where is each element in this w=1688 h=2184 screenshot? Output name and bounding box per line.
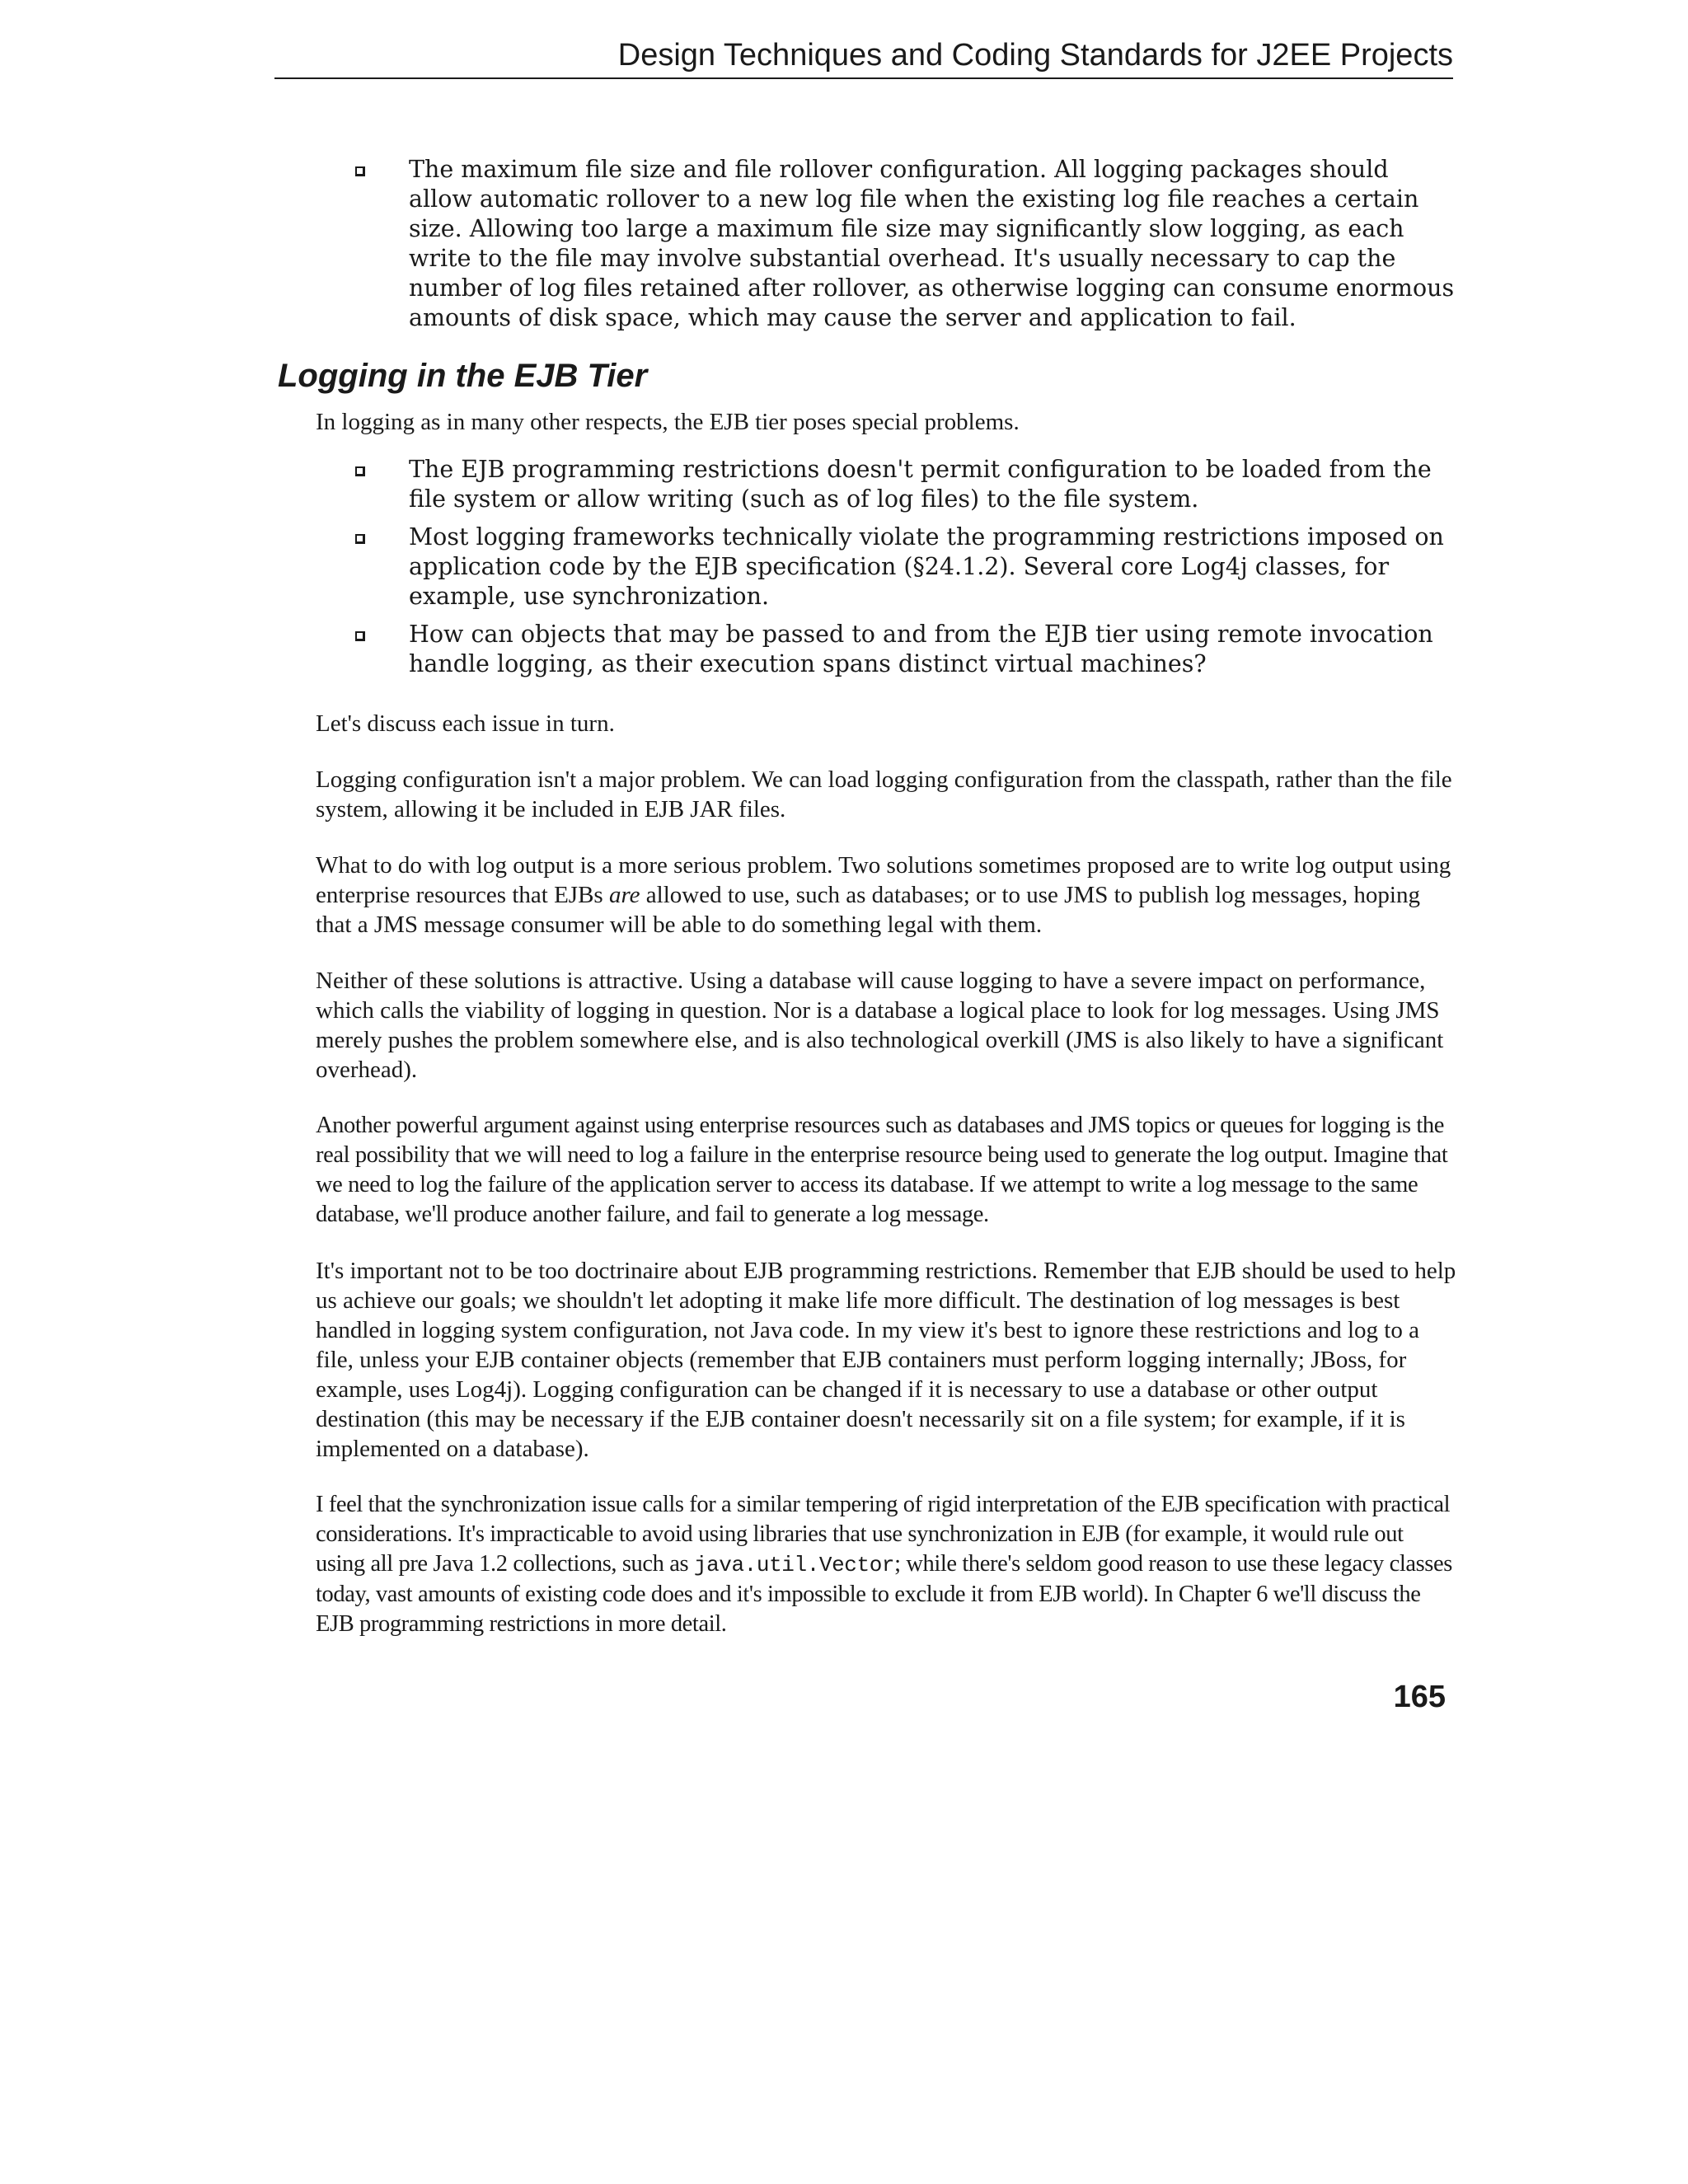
page-content [278,155,1457,1666]
ejb-issues-bullet-list [316,455,1457,679]
paragraph: Another powerful argument against using enterprise resources such as databases and JMS topics or queues for logging is the real possibility that we will need to log a failure in the enterprise resource being used to generate the log output. Imagine that we need to log the failure of the application server to access its database. If we attempt to write a log message to the same database, we'll produce another failure, and fail to generate a log message. [316,1113,1448,1227]
checkbox-bullet-icon [355,631,365,641]
paragraph: Let's discuss each issue in turn. [316,710,615,737]
paragraph [316,851,1457,940]
paragraph [316,1490,1457,1639]
paragraph: It's important not to be too doctrinaire about EJB programming restrictions. Remember that EJB should be used to help us achieve our goals; we shouldn't let adopting it make life more difficult. The destination of log messages is best handled in logging system configuration, not Java code. In my view it's best to ignore these restrictions and log to a file, unless your EJB container objects (remember that EJB containers must perform logging internally; JBoss, for example, uses Log4j). Logging configuration can be changed if it is necessary to use a database or other output destination (this may be necessary if the EJB container doesn't necessarily sit on a file system; for example, if it is implemented on a database). [316,1258,1456,1462]
list-item [316,620,1457,679]
section-heading: Logging in the EJB Tier [278,358,648,394]
paragraph: Neither of these solutions is attractive. Using a database will cause logging to have a severe impact on performance, which calls the viability of logging in question. Nor is a database a logical place to look for log messages. Using JMS merely pushes the problem somewhere else, and is also technological overkill (JMS is also likely to have a significant overhead). [316,968,1444,1083]
emphasis-text: are [608,882,640,908]
bullet-text: The EJB programming restrictions doesn't permit configuration to be loaded from the file system or allow writing (such as of log files) to the file system. [409,456,1432,513]
paragraph-text: allowed to use, such as databases; or to use JMS to publish log messages, hoping that a JMS message consumer will be able to do something legal with them. [316,882,1420,938]
list-item [316,523,1457,612]
inline-code: java.util.Vector [693,1553,895,1577]
paragraph-text: ; while there's seldom good reason to use these legacy classes today, vast amounts of existing code does and it's impossible to exclude it from EJB world). In Chapter 6 we'll discuss the EJB programming restrictions in more detail. [316,1551,1452,1637]
page-number: 165 [1393,1680,1446,1714]
paragraph-text: What to do with log output is a more serious problem. Two solutions sometimes proposed are to write log output using enterprise resources that EJBs [316,852,1451,908]
paragraph: Logging configuration isn't a major problem. We can load logging configuration from the classpath, rather than the file system, allowing it be included in EJB JAR files. [316,766,1452,823]
intro-bullet-list [316,155,1457,333]
list-item [316,155,1457,333]
section-lead-paragraph: In logging as in many other respects, the EJB tier poses special problems. [316,409,1020,435]
checkbox-bullet-icon [355,166,365,176]
checkbox-bullet-icon [355,466,365,476]
running-header [274,33,1453,79]
bullet-text: The maximum file size and file rollover configuration. All logging packages should allow automatic rollover to a new log file when the existing log file reaches a certain size. Allowing too large a maximum file size may significantly slow logging, as each write to the file may involve substantial overhead. It's usually necessary to cap the number of log files retained after rollover, as otherwise logging can consume enormous amounts of disk space, which may cause the server and application to fail. [409,156,1455,331]
checkbox-bullet-icon [355,534,365,544]
bullet-text: How can objects that may be passed to and from the EJB tier using remote invocation handle logging, as their execution spans distinct virtual machines? [409,621,1433,677]
running-header-title: Design Techniques and Coding Standards for J2EE Projects [617,38,1453,73]
bullet-text: Most logging frameworks technically violate the programming restrictions imposed on application code by the EJB specification (§24.1.2). Several core Log4j classes, for example, use synchronization. [409,523,1444,610]
paragraph-text: I feel that the synchronization issue calls for a similar tempering of rigid interpretation of the EJB specification with practical considerations. It's impracticable to avoid using libraries that use synchronization in EJB (for example, it would rule out using all pre Java 1.2 collections, such as [316,1492,1451,1577]
list-item [316,455,1457,514]
